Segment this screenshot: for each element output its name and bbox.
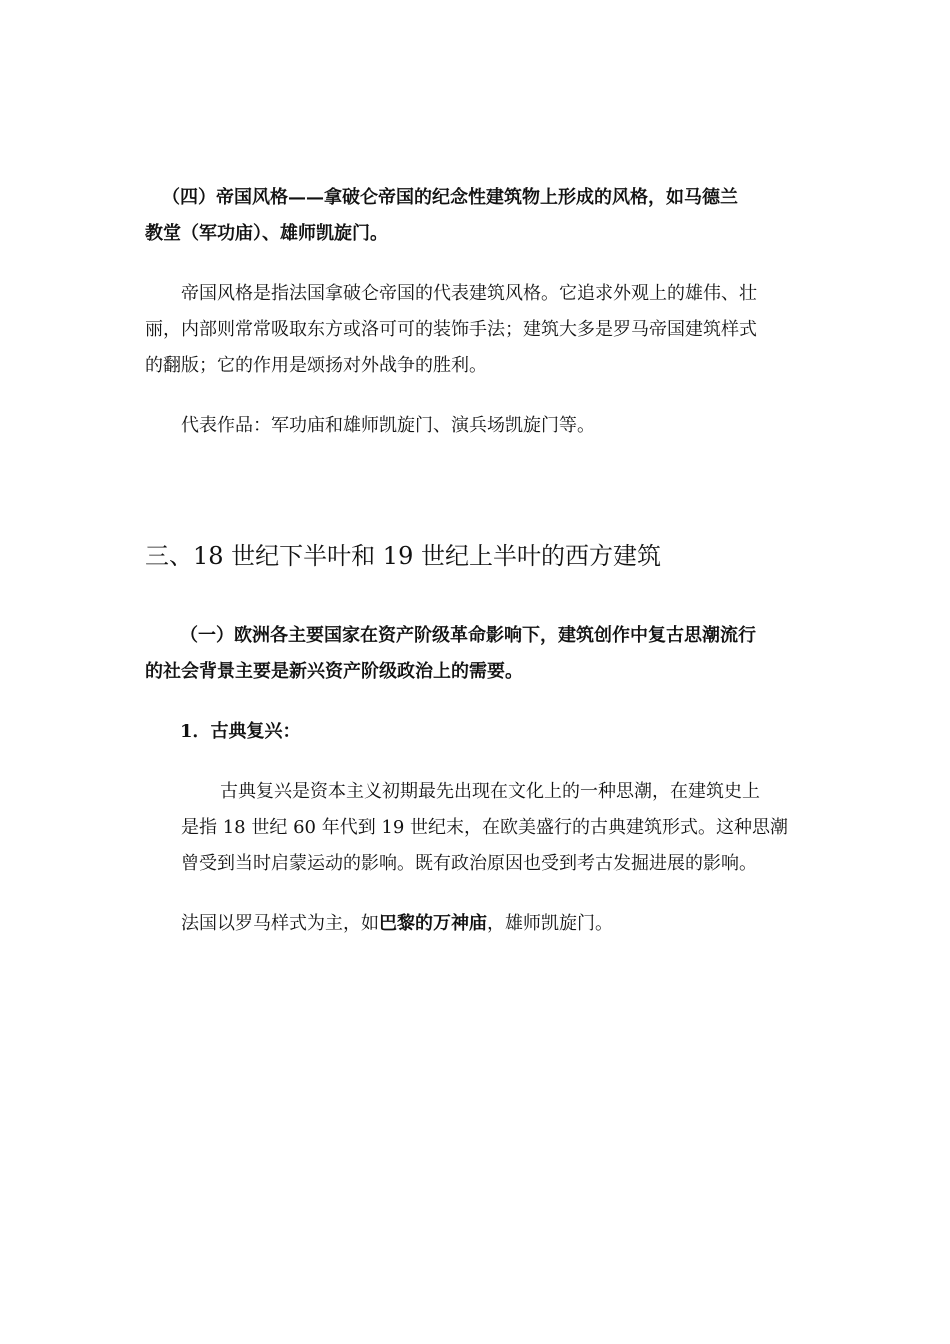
section-one-sub-heading: 1．古典复兴： [180,721,301,742]
section-one-para2-suffix: ，雄师凯旋门。 [487,913,613,934]
section-four-para2: 代表作品：军功庙和雄师凯旋门、演兵场凯旋门等。 [181,415,595,436]
section-four-para1-line3: 的翻版；它的作用是颂扬对外战争的胜利。 [145,355,487,376]
section-one-para1-line2: 是指 18 世纪 60 年代到 19 世纪末，在欧美盛行的古典建筑形式。这种思潮 [181,817,789,838]
section-one-para1-line3: 曾受到当时启蒙运动的影响。既有政治原因也受到考古发掘进展的影响。 [181,853,757,874]
chapter-three-title: 三、18 世纪下半叶和 19 世纪上半叶的西方建筑 [145,542,661,570]
section-four-para1-line1: 帝国风格是指法国拿破仑帝国的代表建筑风格。它追求外观上的雄伟、壮 [181,283,757,304]
section-one-para1-line1: 古典复兴是资本主义初期最先出现在文化上的一种思潮，在建筑史上 [220,781,760,802]
section-one-heading-line2: 的社会背景主要是新兴资产阶级政治上的需要。 [145,661,523,682]
section-four-heading-line2: 教堂（军功庙）、雄师凯旋门。 [145,223,388,244]
section-four-heading-line1: （四）帝国风格——拿破仑帝国的纪念性建筑物上形成的风格，如马德兰 [162,187,738,208]
section-one-heading-line1: （一）欧洲各主要国家在资产阶级革命影响下，建筑创作中复古思潮流行 [180,625,756,646]
section-one-para2-prefix: 法国以罗马样式为主，如 [181,913,379,934]
section-four-para1-line2: 丽，内部则常常吸取东方或洛可可的装饰手法；建筑大多是罗马帝国建筑样式 [145,319,757,340]
section-one-para2-bold: 巴黎的万神庙 [379,913,487,934]
section-one-para2 [181,906,806,942]
